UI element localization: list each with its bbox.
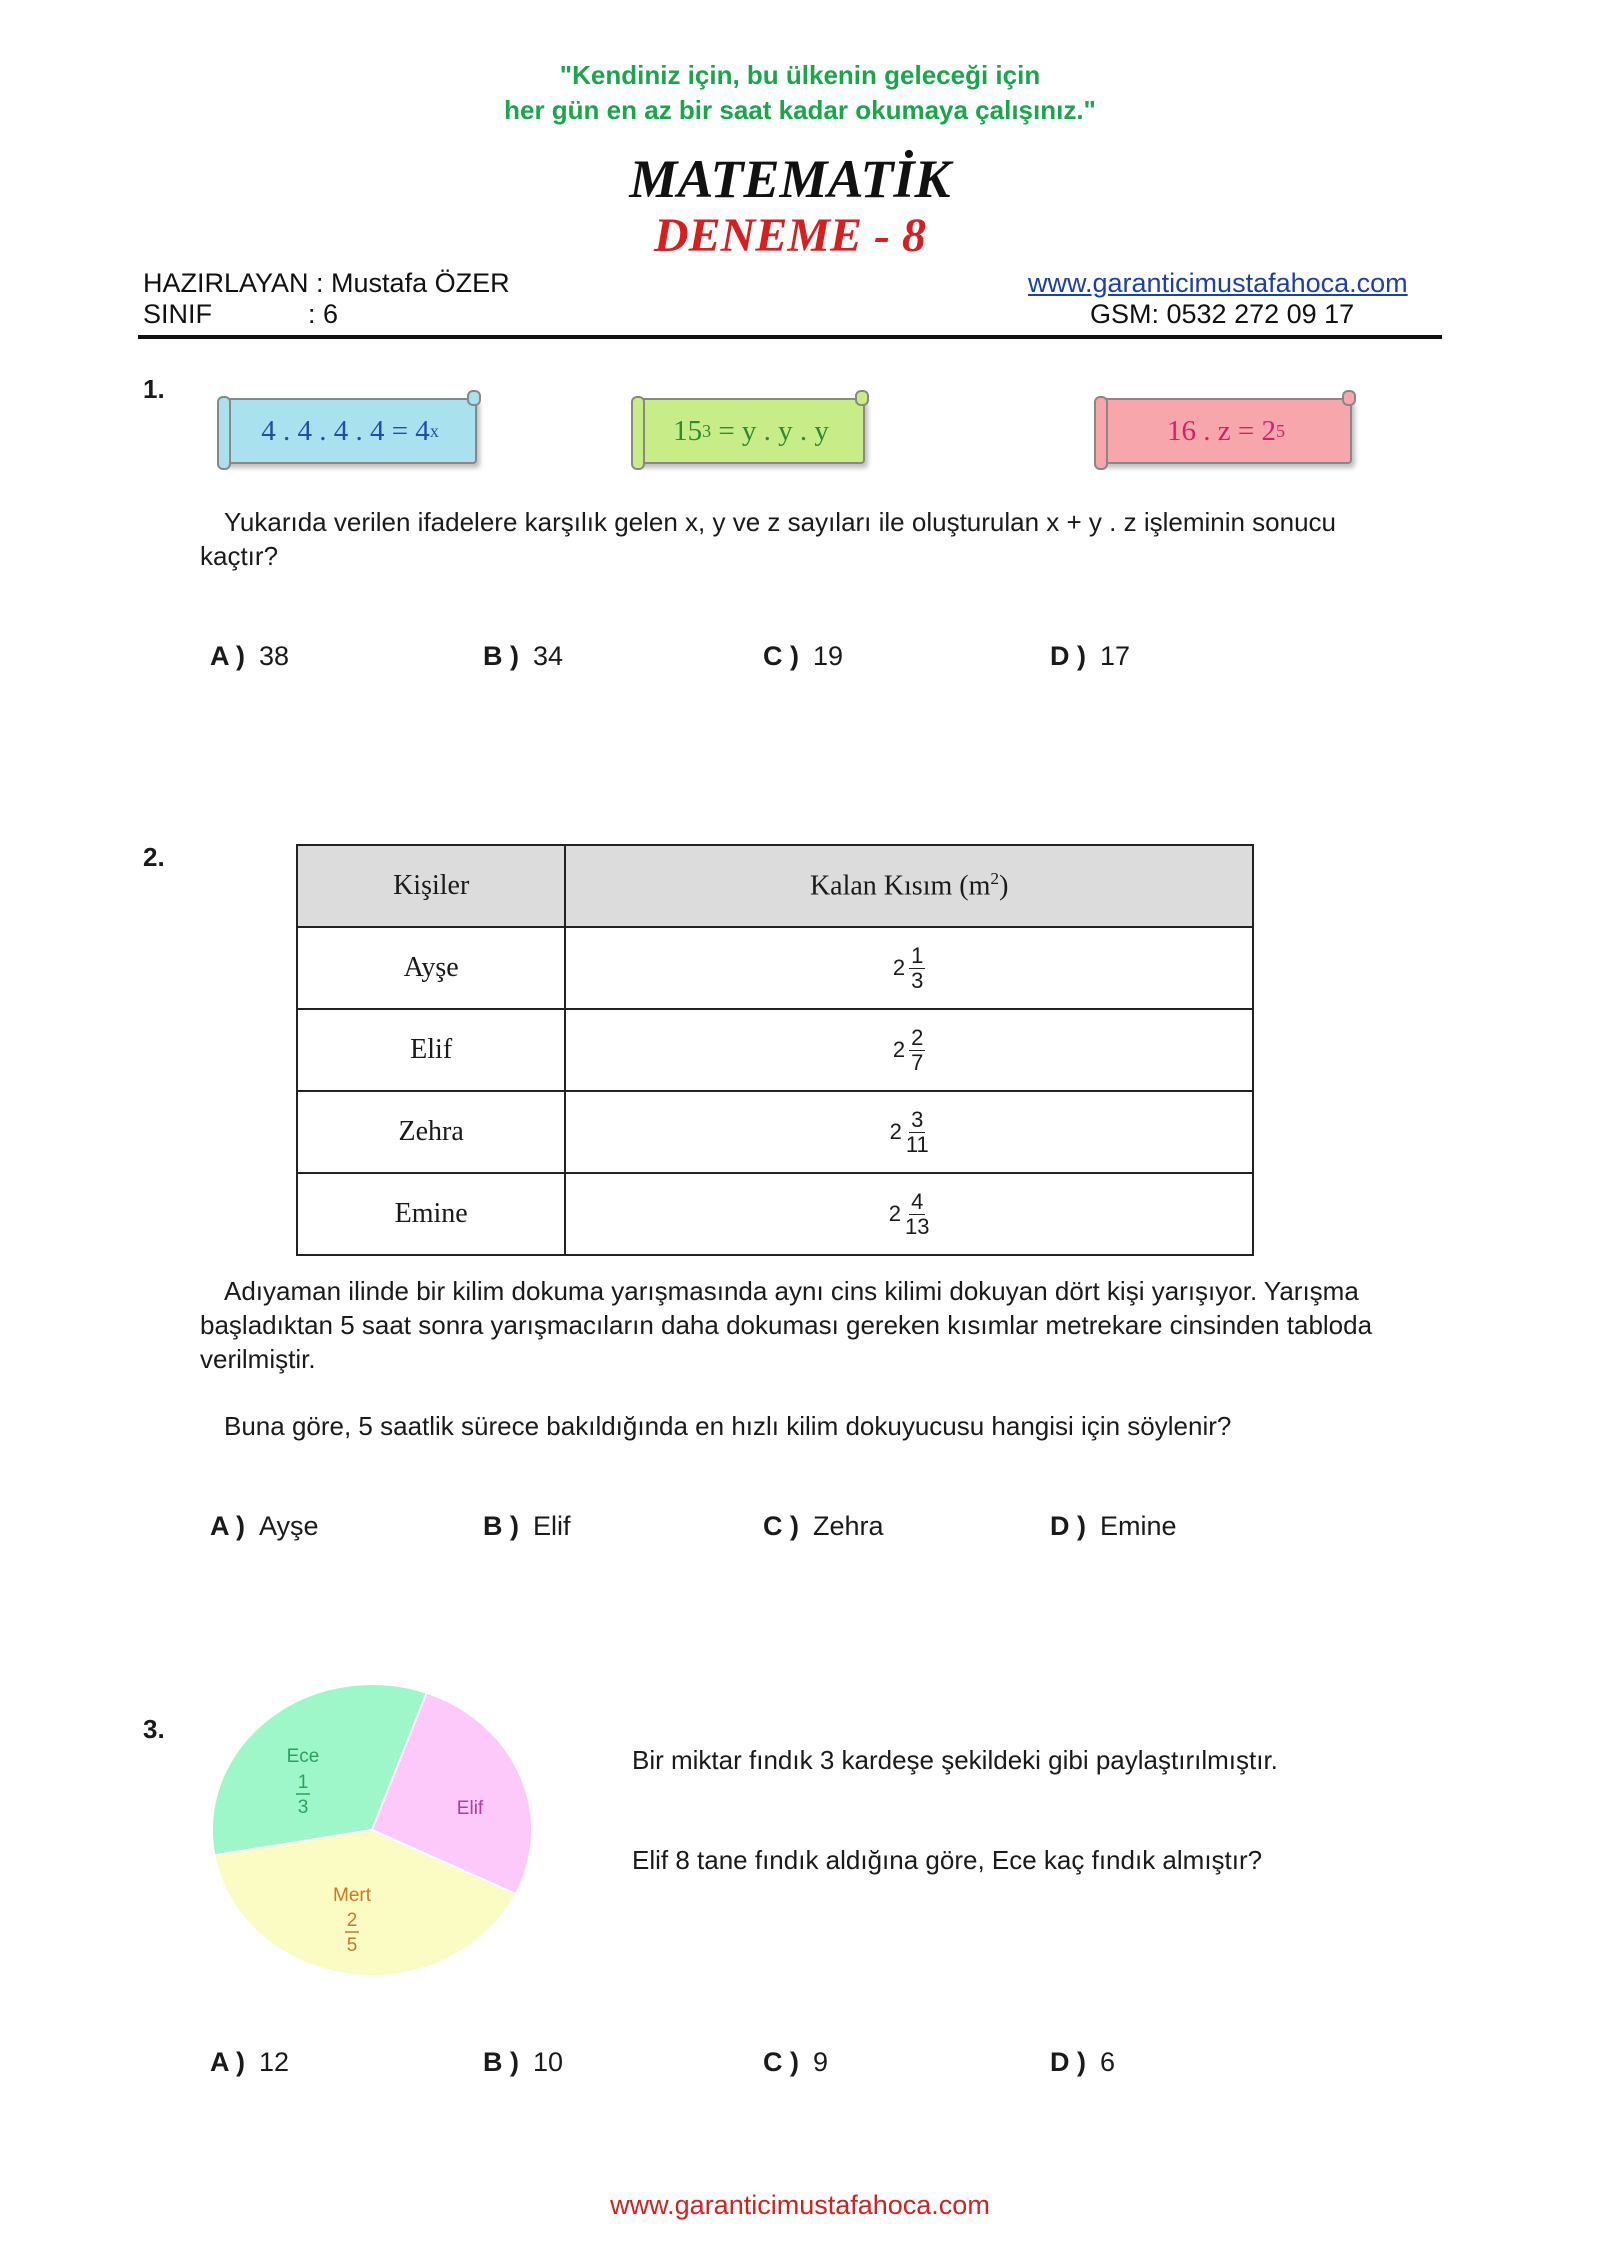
question-3-line-1: Bir miktar fındık 3 kardeşe şekildeki gibi paylaştırılmıştır.: [632, 1745, 1278, 1775]
phone-number: GSM: 0532 272 09 17: [1090, 299, 1355, 329]
q1-option-a[interactable]: A ) 38: [210, 641, 290, 671]
q2-option-b[interactable]: B ) Elif: [483, 1511, 571, 1541]
footer-website[interactable]: www.garanticimustafahoca.com: [610, 2190, 990, 2220]
q1-option-b[interactable]: B ) 34: [483, 641, 564, 671]
author-label: HAZIRLAYAN : Mustafa ÖZER: [143, 268, 510, 298]
question-2-line-3: verilmiştir.: [200, 1344, 316, 1374]
weaving-table: [296, 844, 1254, 1256]
scroll-3-base: 16 . z = 2: [1167, 414, 1276, 447]
scroll-expression-1: [223, 398, 477, 464]
pie-label-ece: Ece: [286, 1746, 320, 1767]
q1-option-d[interactable]: D ) 17: [1050, 641, 1131, 671]
motto: [0, 58, 1600, 128]
pie-ece-denominator: 3: [297, 1797, 309, 1818]
table-row: [297, 927, 1253, 1009]
table-header-people: Kişiler: [297, 845, 565, 927]
question-2-line-2: başladıktan 5 saat sonra yarışmacıların daha dokuması gereken kısımlar metrekare cinsinden tabloda: [200, 1310, 1373, 1340]
table-cell-value: 2 $\frac{2}{7}$: [565, 1009, 1253, 1091]
motto-line-2: her gün en az bir saat kadar okumaya çalışınız.": [504, 95, 1096, 125]
question-2-number: 2.: [143, 842, 165, 872]
pie-label-elif: Elif: [456, 1798, 484, 1819]
table-cell-name: Zehra: [297, 1091, 565, 1173]
pie-mert-numerator: 2: [346, 1910, 358, 1931]
page-subtitle: DENEME - 8: [653, 209, 927, 262]
q1-option-c[interactable]: C ) 19: [763, 641, 844, 671]
q3-option-a[interactable]: A ) 12: [210, 2047, 290, 2077]
pie-mert-denominator: 5: [346, 1935, 358, 1956]
scroll-1-exp: x: [429, 420, 439, 441]
table-header-remaining: Kalan Kısım $(m^2)$: [565, 845, 1253, 927]
scroll-expression-2: [637, 398, 865, 464]
table-row: [297, 1009, 1253, 1091]
website-link[interactable]: www.garanticimustafahoca.com: [1028, 268, 1408, 298]
scroll-2-rest: = y . y . y: [711, 414, 829, 447]
sibling-pie-chart: [200, 1670, 550, 1990]
question-2-text: [200, 1274, 1430, 1376]
question-1-number: 1.: [143, 374, 165, 404]
q3-option-b[interactable]: B ) 10: [483, 2047, 564, 2077]
question-2-line-1: Adıyaman ilinde bir kilim dokuma yarışmasında aynı cins kilimi dokuyan dört kişi yarışıyor. Yarışma: [224, 1276, 1359, 1306]
class-label: SINIF: [143, 299, 213, 329]
table-cell-value: 2 $\frac{3}{11}$: [565, 1091, 1253, 1173]
motto-line-1: "Kendiniz için, bu ülkenin geleceği için: [559, 60, 1041, 90]
question-3-number: 3.: [143, 1714, 165, 1744]
q2-option-c[interactable]: C ) Zehra: [763, 1511, 884, 1541]
table-cell-value: 2 $\frac{1}{3}$: [565, 927, 1253, 1009]
table-row: [297, 1173, 1253, 1255]
table-cell-name: Emine: [297, 1173, 565, 1255]
scroll-2-base: 15: [673, 414, 703, 447]
header-divider: [138, 335, 1442, 339]
scroll-2-exp: 3: [702, 420, 712, 441]
question-3-line-2: Elif 8 tane fındık aldığına göre, Ece kaç fındık almıştır?: [632, 1845, 1263, 1875]
table-row: [297, 1091, 1253, 1173]
scroll-1-base: 4 . 4 . 4 . 4 = 4: [261, 414, 430, 447]
question-2-question: Buna göre, 5 saatlik sürece bakıldığında en hızlı kilim dokuyucusu hangisi için söylenir?: [224, 1411, 1232, 1441]
q2-option-a[interactable]: A ) Ayşe: [210, 1511, 319, 1541]
pie-ece-numerator: 1: [297, 1772, 309, 1793]
scroll-expression-3: [1100, 398, 1352, 464]
table-header-row: [297, 845, 1253, 927]
question-1-text: [200, 505, 1430, 573]
q2-option-d[interactable]: D ) Emine: [1050, 1511, 1177, 1541]
question-1-line-2: kaçtır?: [200, 541, 279, 571]
class-value: : 6: [308, 299, 339, 329]
question-1-line-1: Yukarıda verilen ifadelere karşılık gelen x, y ve z sayıları ile oluşturulan x + y . z işleminin sonucu: [224, 507, 1337, 537]
scroll-3-exp: 5: [1276, 420, 1285, 441]
q3-option-c[interactable]: C ) 9: [763, 2047, 829, 2077]
pie-label-mert: Mert: [333, 1885, 371, 1906]
q3-option-d[interactable]: D ) 6: [1050, 2047, 1116, 2077]
table-cell-value: 2 $\frac{4}{13}$: [565, 1173, 1253, 1255]
table-cell-name: Elif: [297, 1009, 565, 1091]
page-title: MATEMATİK: [629, 149, 951, 209]
table-cell-name: Ayşe: [297, 927, 565, 1009]
